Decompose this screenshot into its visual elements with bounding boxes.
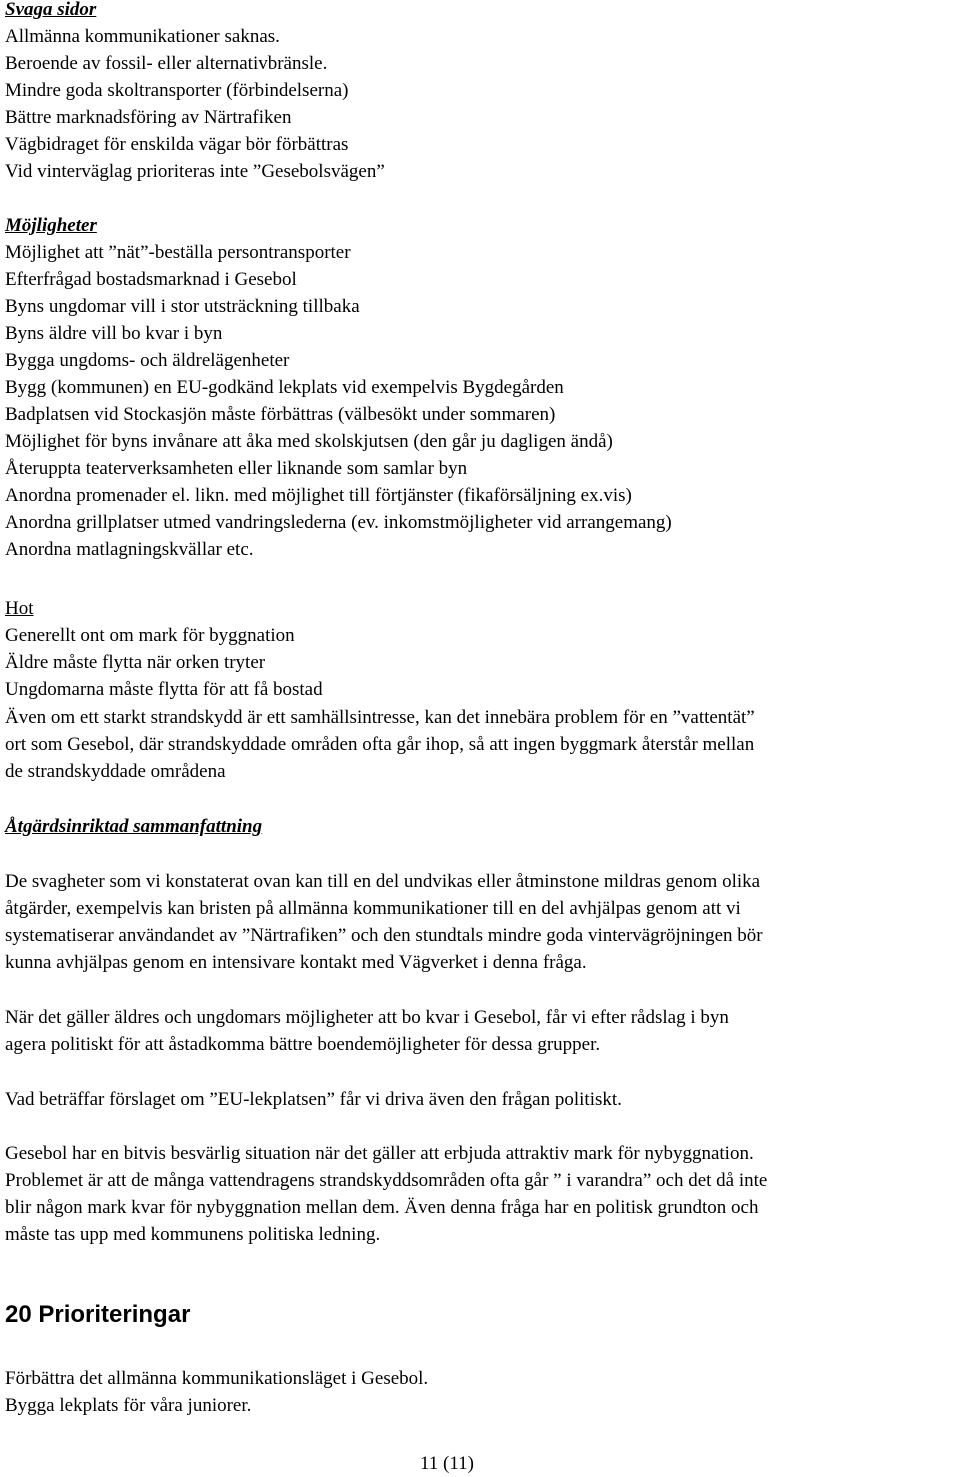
list-item: Anordna matlagningskvällar etc. (5, 539, 254, 560)
list-item: Mindre goda skoltransporter (förbindelserna) (5, 80, 349, 101)
list-item: Återuppta teaterverksamheten eller liknande som samlar byn (5, 458, 468, 479)
paragraph-line: Gesebol har en bitvis besvärlig situation när det gäller att erbjuda attraktiv mark för nybyggnation. (5, 1143, 754, 1164)
list-item: Byns äldre vill bo kvar i byn (5, 323, 223, 344)
paragraph-line: De svagheter som vi konstaterat ovan kan till en del undvikas eller åtminstone mildras genom olika (5, 871, 761, 892)
list-item: de strandskyddade områdena (5, 761, 226, 782)
list-item: Anordna promenader el. likn. med möjlighet till förtjänster (fikaförsäljning ex.vis) (5, 485, 632, 506)
list-item: Möjlighet att ”nät”-beställa persontransporter (5, 242, 351, 263)
paragraph-line: När det gäller äldres och ungdomars möjligheter att bo kvar i Gesebol, får vi efter rådslag i byn (5, 1007, 729, 1028)
list-item: Vid vinterväglag prioriteras inte ”Gesebolsvägen” (5, 161, 385, 182)
heading-mojligheter: Möjligheter (5, 215, 97, 236)
list-item: Anordna grillplatser utmed vandringslederna (ev. inkomstmöjligheter vid arrangemang) (5, 512, 672, 533)
heading-hot: Hot (5, 598, 34, 619)
paragraph-line: åtgärder, exempelvis kan bristen på allmänna kommunikationer till en del avhjälpas genom att vi (5, 898, 741, 919)
paragraph-line: blir någon mark kvar för nybyggnation mellan dem. Även denna fråga har en politisk grundton och (5, 1197, 759, 1218)
heading-svaga-sidor: Svaga sidor (5, 0, 97, 20)
heading-atgardsinriktad-sammanfattning: Åtgärdsinriktad sammanfattning (5, 816, 263, 837)
list-item: Generellt ont om mark för byggnation (5, 625, 295, 646)
paragraph-line: Problemet är att de många vattendragens strandskyddsområden ofta går ” i varandra” och det då inte (5, 1170, 768, 1191)
list-item: Bygga ungdoms- och äldrelägenheter (5, 350, 290, 371)
list-item: Badplatsen vid Stockasjön måste förbättras (välbesökt under sommaren) (5, 404, 556, 425)
list-item: Beroende av fossil- eller alternativbränsle. (5, 53, 328, 74)
paragraph-line: Vad beträffar förslaget om ”EU-lekplatsen” får vi driva även den frågan politiskt. (5, 1089, 622, 1110)
list-item: Även om ett starkt strandskydd är ett samhällsintresse, kan det innebära problem för en ”vattentät” (5, 707, 755, 728)
list-item: Möjlighet för byns invånare att åka med skolskjutsen (den går ju dagligen ändå) (5, 431, 613, 452)
list-item: ort som Gesebol, där strandskyddade områden ofta går ihop, så att ingen byggmark återstår mellan (5, 734, 755, 755)
list-item: Byns ungdomar vill i stor utsträckning tillbaka (5, 296, 360, 317)
list-item: Vägbidraget för enskilda vägar bör förbättras (5, 134, 349, 155)
list-item: Bygga lekplats för våra juniorer. (5, 1395, 252, 1416)
list-item: Efterfrågad bostadsmarknad i Gesebol (5, 269, 297, 290)
paragraph-line: måste tas upp med kommunens politiska ledning. (5, 1224, 381, 1245)
paragraph-line: agera politiskt för att åstadkomma bättre boendemöjligheter för dessa grupper. (5, 1034, 601, 1055)
paragraph-line: systematiserar användandet av ”Närtrafiken” och den stundtals mindre goda vintervägröjningen bör (5, 925, 763, 946)
list-item: Bättre marknadsföring av Närtrafiken (5, 107, 292, 128)
paragraph-line: kunna avhjälpas genom en intensivare kontakt med Vägverket i denna fråga. (5, 952, 587, 973)
page-number: 11 (11) (420, 1453, 474, 1474)
list-item: Bygg (kommunen) en EU-godkänd lekplats vid exempelvis Bygdegården (5, 377, 564, 398)
heading-prioriteringar: 20 Prioriteringar (5, 1301, 191, 1328)
list-item: Ungdomarna måste flytta för att få bostad (5, 679, 323, 700)
list-item: Allmänna kommunikationer saknas. (5, 26, 280, 47)
list-item: Förbättra det allmänna kommunikationsläget i Gesebol. (5, 1368, 429, 1389)
list-item: Äldre måste flytta när orken tryter (5, 652, 266, 673)
